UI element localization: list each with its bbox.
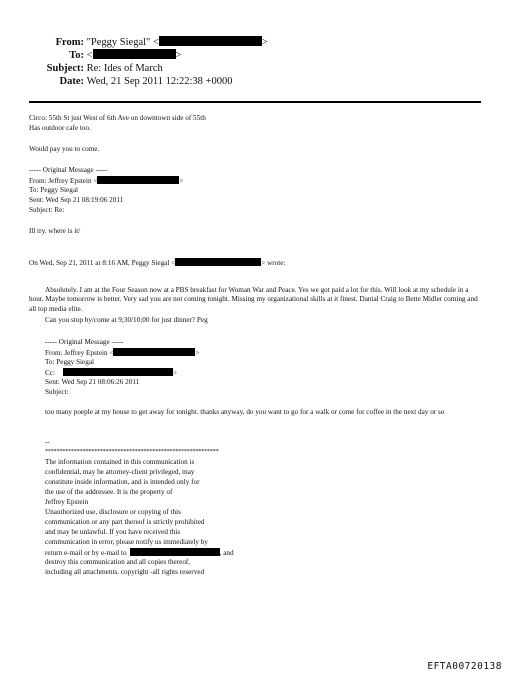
bates-number: EFTA00720138: [427, 661, 502, 672]
om2-cc: [45, 368, 177, 378]
from-label: From:: [55, 37, 84, 48]
body-line: Circo: 55th St just West of 6th Ave on downtown side of 55th: [29, 114, 206, 122]
signature-dash: --: [45, 438, 50, 446]
subject-value: Re: Ides of March: [86, 63, 163, 74]
bracket: >: [195, 349, 200, 357]
reply-paragraph: too many poeple at my house to get away for tonight. thanks anyway, do you want to go for a walk or come for coffee in the next day or so: [45, 408, 445, 416]
redaction-box: [159, 36, 262, 46]
om2-from: [45, 348, 199, 358]
redaction-box: [93, 49, 176, 59]
redaction-box: [175, 258, 261, 266]
disclaimer-line: destroy this communication and all copies thereof,: [45, 558, 191, 566]
om2-to: To: Peggy Siegal: [45, 358, 95, 366]
disclaimer-line: including all attachments. copyright -all rights reserved: [45, 568, 205, 576]
reply-line: Ill try. where is it/: [29, 227, 81, 235]
om1-sent: Sent: Wed Sep 21 08:19:06 2011: [29, 196, 124, 204]
redaction-box: [113, 348, 195, 356]
disclaimer-line: The information contained in this communication is: [45, 458, 195, 466]
redaction-box: [97, 176, 179, 184]
bracket: >: [175, 50, 182, 61]
stars-divider: ************************************************************: [45, 448, 219, 455]
subject-label: Subject:: [46, 63, 84, 74]
on-wrote-text: On Wed, Sep 21, 2011 at 8:16 AM, Peggy Siegal <: [29, 259, 176, 267]
from-row: [40, 36, 268, 49]
to-value: <: [86, 50, 93, 61]
bracket: >: [261, 37, 268, 48]
om1-to: To: Peggy Siegal: [29, 186, 79, 194]
disclaimer-line: constitute inside information, and is intended only for: [45, 478, 200, 486]
disclaimer-email-line: [45, 548, 234, 558]
disclaimer-line: communication or any part thereof is strictly prohibited: [45, 518, 205, 526]
redaction-box: [130, 548, 220, 556]
date-row: [40, 75, 232, 88]
redaction-box: [63, 368, 173, 376]
body-line: Has outdoor cafe too.: [29, 124, 91, 132]
om2-sent: Sent: Wed Sep 21 08:06:26 2011: [45, 378, 140, 386]
body-paragraph-last: Can you stop by/come at 9;30/10;00 for just dinner? Peg: [45, 316, 208, 324]
bracket: >: [172, 369, 178, 377]
om1-subject: Subject: Re:: [29, 206, 65, 214]
date-label: Date:: [59, 76, 84, 87]
disclaimer-line: Unauthorized use, disclosure or copying of this: [45, 508, 181, 516]
om2-from-text: From: Jeffrey Epstein <: [45, 349, 114, 357]
disclaimer-and: , and: [219, 549, 234, 557]
date-value: Wed, 21 Sep 2011 12:22:38 +0000: [86, 76, 233, 87]
disclaimer-line: confidential, may be attorney-client privileged, may: [45, 468, 195, 476]
on-wrote-line: [29, 258, 285, 268]
original-message-title: ----- Original Message -----: [29, 166, 108, 174]
disclaimer-line: communication in error, please notify us immediately by: [45, 538, 208, 546]
original-message-title: ----- Original Message -----: [45, 338, 124, 346]
to-label: To:: [69, 50, 84, 61]
om2-subject: Subject:: [45, 388, 69, 396]
header-divider: [29, 101, 481, 103]
disclaimer-line: the use of the addressee. It is the property of: [45, 488, 173, 496]
from-value: "Peggy Siegal" <: [86, 37, 159, 48]
subject-row: [40, 62, 163, 75]
disclaimer-line: Jeffrey Epstein: [45, 498, 89, 506]
body-paragraph: Absolutely. I am at the Four Season now at a PBS breakfast for Woman War and Peace. Yes we got paid a lot for this. Will look at my schedule in a hour. Maybe tomorrow is better. Very sad you are not coming tonight. Missing my organizational skills at it finest. Danial Craig to Bette Midler coming and all top media elite.: [29, 286, 478, 313]
om2-cc-text: Cc:: [45, 369, 55, 377]
bracket: >: [179, 177, 184, 185]
to-row: [40, 49, 181, 62]
om1-from: [29, 176, 183, 186]
body-line: Would pay you to come.: [29, 145, 100, 153]
wrote-text: > wrote:: [261, 259, 286, 267]
om1-from-text: From: Jeffrey Epstein <: [29, 177, 98, 185]
disclaimer-line: and may be unlawful. If you have received this: [45, 528, 181, 536]
disclaimer-email-text: return e-mail or by e-mail to: [45, 549, 127, 557]
